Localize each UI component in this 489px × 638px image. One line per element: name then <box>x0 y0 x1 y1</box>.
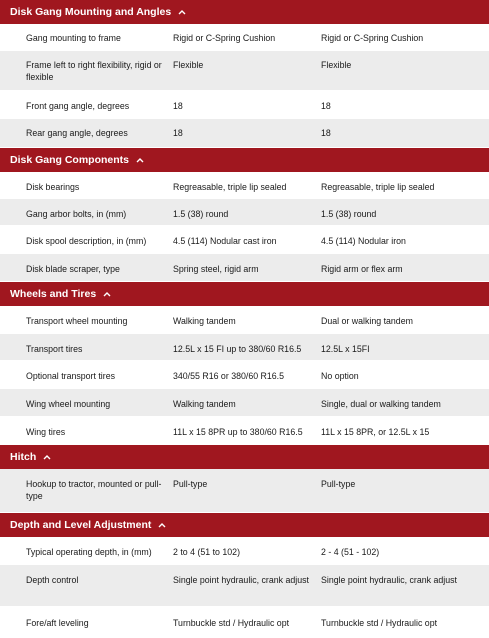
spec-value: 1.5 (38) round <box>173 209 229 219</box>
table-row <box>0 389 489 417</box>
table-row <box>0 91 489 119</box>
section-header-disk-gang-mounting[interactable] <box>0 0 489 24</box>
spec-value: Rigid or C-Spring Cushion <box>321 33 424 43</box>
spec-label: Rear gang angle, degrees <box>26 128 128 138</box>
spec-value: Turnbuckle std / Hydraulic opt <box>173 618 290 628</box>
table-row <box>0 469 489 513</box>
spec-value: 18 <box>173 128 183 138</box>
spec-label: Depth control <box>26 575 79 585</box>
table-row <box>0 199 489 226</box>
spec-value: 11L x 15 8PR up to 380/60 R16.5 <box>173 427 303 437</box>
spec-value: 4.5 (114) Nodular iron <box>321 236 406 246</box>
spec-value: 12.5L x 15FI <box>321 344 370 354</box>
spec-value: Pull-type <box>321 479 356 489</box>
spec-value: 4.5 (114) Nodular cast iron <box>173 236 277 246</box>
spec-label: Wing tires <box>26 427 66 437</box>
section-disk-gang-components <box>0 148 489 282</box>
spec-value: 2 to 4 (51 to 102) <box>173 547 240 557</box>
section-header-wheels-and-tires[interactable] <box>0 282 489 306</box>
spec-value: 11L x 15 8PR, or 12.5L x 15 <box>321 427 430 437</box>
table-row <box>0 254 489 282</box>
table-row <box>0 565 489 607</box>
chevron-up-icon[interactable] <box>41 451 53 463</box>
spec-label: Hookup to tractor, mounted or pull-type <box>26 479 162 501</box>
spec-label: Transport tires <box>26 344 83 354</box>
section-title: Wheels and Tires <box>10 288 97 300</box>
spec-label: Typical operating depth, in (mm) <box>26 547 152 557</box>
section-wheels-and-tires <box>0 282 489 445</box>
spec-value: 18 <box>173 101 183 111</box>
spec-value: Turnbuckle std / Hydraulic opt <box>321 618 438 628</box>
section-header-depth-and-level[interactable] <box>0 513 489 537</box>
spec-label: Disk spool description, in (mm) <box>26 236 147 246</box>
spec-label: Transport wheel mounting <box>26 316 128 326</box>
spec-value: Dual or walking tandem <box>321 316 413 326</box>
section-header-hitch[interactable] <box>0 445 489 469</box>
spec-value: 2 - 4 (51 - 102) <box>321 547 380 557</box>
spec-label: Wing wheel mounting <box>26 399 111 409</box>
section-title: Hitch <box>10 451 37 463</box>
spec-label: Frame left to right flexibility, rigid or flexible <box>26 60 162 82</box>
section-title: Disk Gang Mounting and Angles <box>10 6 172 18</box>
spec-value: 18 <box>321 128 331 138</box>
spec-label: Fore/aft leveling <box>26 618 89 628</box>
table-row <box>0 417 489 445</box>
spec-value: Rigid or C-Spring Cushion <box>173 33 276 43</box>
table-row <box>0 24 489 51</box>
spec-value: 1.5 (38) round <box>321 209 377 219</box>
section-title: Depth and Level Adjustment <box>10 519 152 531</box>
table-row <box>0 51 489 91</box>
spec-label: Gang mounting to frame <box>26 33 121 43</box>
spec-value: No option <box>321 371 359 381</box>
spec-value: 340/55 R16 or 380/60 R16.5 <box>173 371 285 381</box>
chevron-up-icon[interactable] <box>156 519 168 531</box>
table-row <box>0 119 489 148</box>
spec-value: Spring steel, rigid arm <box>173 264 259 274</box>
table-row <box>0 172 489 199</box>
section-depth-and-level <box>0 513 489 635</box>
section-header-disk-gang-components[interactable] <box>0 148 489 172</box>
spec-label: Disk bearings <box>26 182 80 192</box>
spec-value: Flexible <box>173 60 204 70</box>
spec-value: Flexible <box>321 60 352 70</box>
spec-label: Disk blade scraper, type <box>26 264 120 274</box>
spec-value: Regreasable, triple lip sealed <box>321 182 435 192</box>
section-hitch <box>0 445 489 513</box>
table-row <box>0 226 489 254</box>
spec-label: Optional transport tires <box>26 371 115 381</box>
chevron-up-icon[interactable] <box>101 288 113 300</box>
table-row <box>0 361 489 389</box>
spec-label: Front gang angle, degrees <box>26 101 130 111</box>
spec-value: Single, dual or walking tandem <box>321 399 441 409</box>
spec-value: Walking tandem <box>173 399 236 409</box>
table-row <box>0 306 489 334</box>
table-row <box>0 537 489 565</box>
chevron-up-icon[interactable] <box>134 154 146 166</box>
section-disk-gang-mounting <box>0 0 489 148</box>
spec-value: 12.5L x 15 FI up to 380/60 R16.5 <box>173 344 302 354</box>
table-row <box>0 334 489 361</box>
spec-value: Pull-type <box>173 479 208 489</box>
spec-value: Single point hydraulic, crank adjust <box>173 575 309 585</box>
table-row <box>0 607 489 635</box>
spec-value: Single point hydraulic, crank adjust <box>321 575 457 585</box>
spec-value: Walking tandem <box>173 316 236 326</box>
spec-value: Rigid arm or flex arm <box>321 264 403 274</box>
chevron-up-icon[interactable] <box>176 6 188 18</box>
spec-value: 18 <box>321 101 331 111</box>
section-title: Disk Gang Components <box>10 154 130 166</box>
spec-value: Regreasable, triple lip sealed <box>173 182 287 192</box>
spec-label: Gang arbor bolts, in (mm) <box>26 209 127 219</box>
